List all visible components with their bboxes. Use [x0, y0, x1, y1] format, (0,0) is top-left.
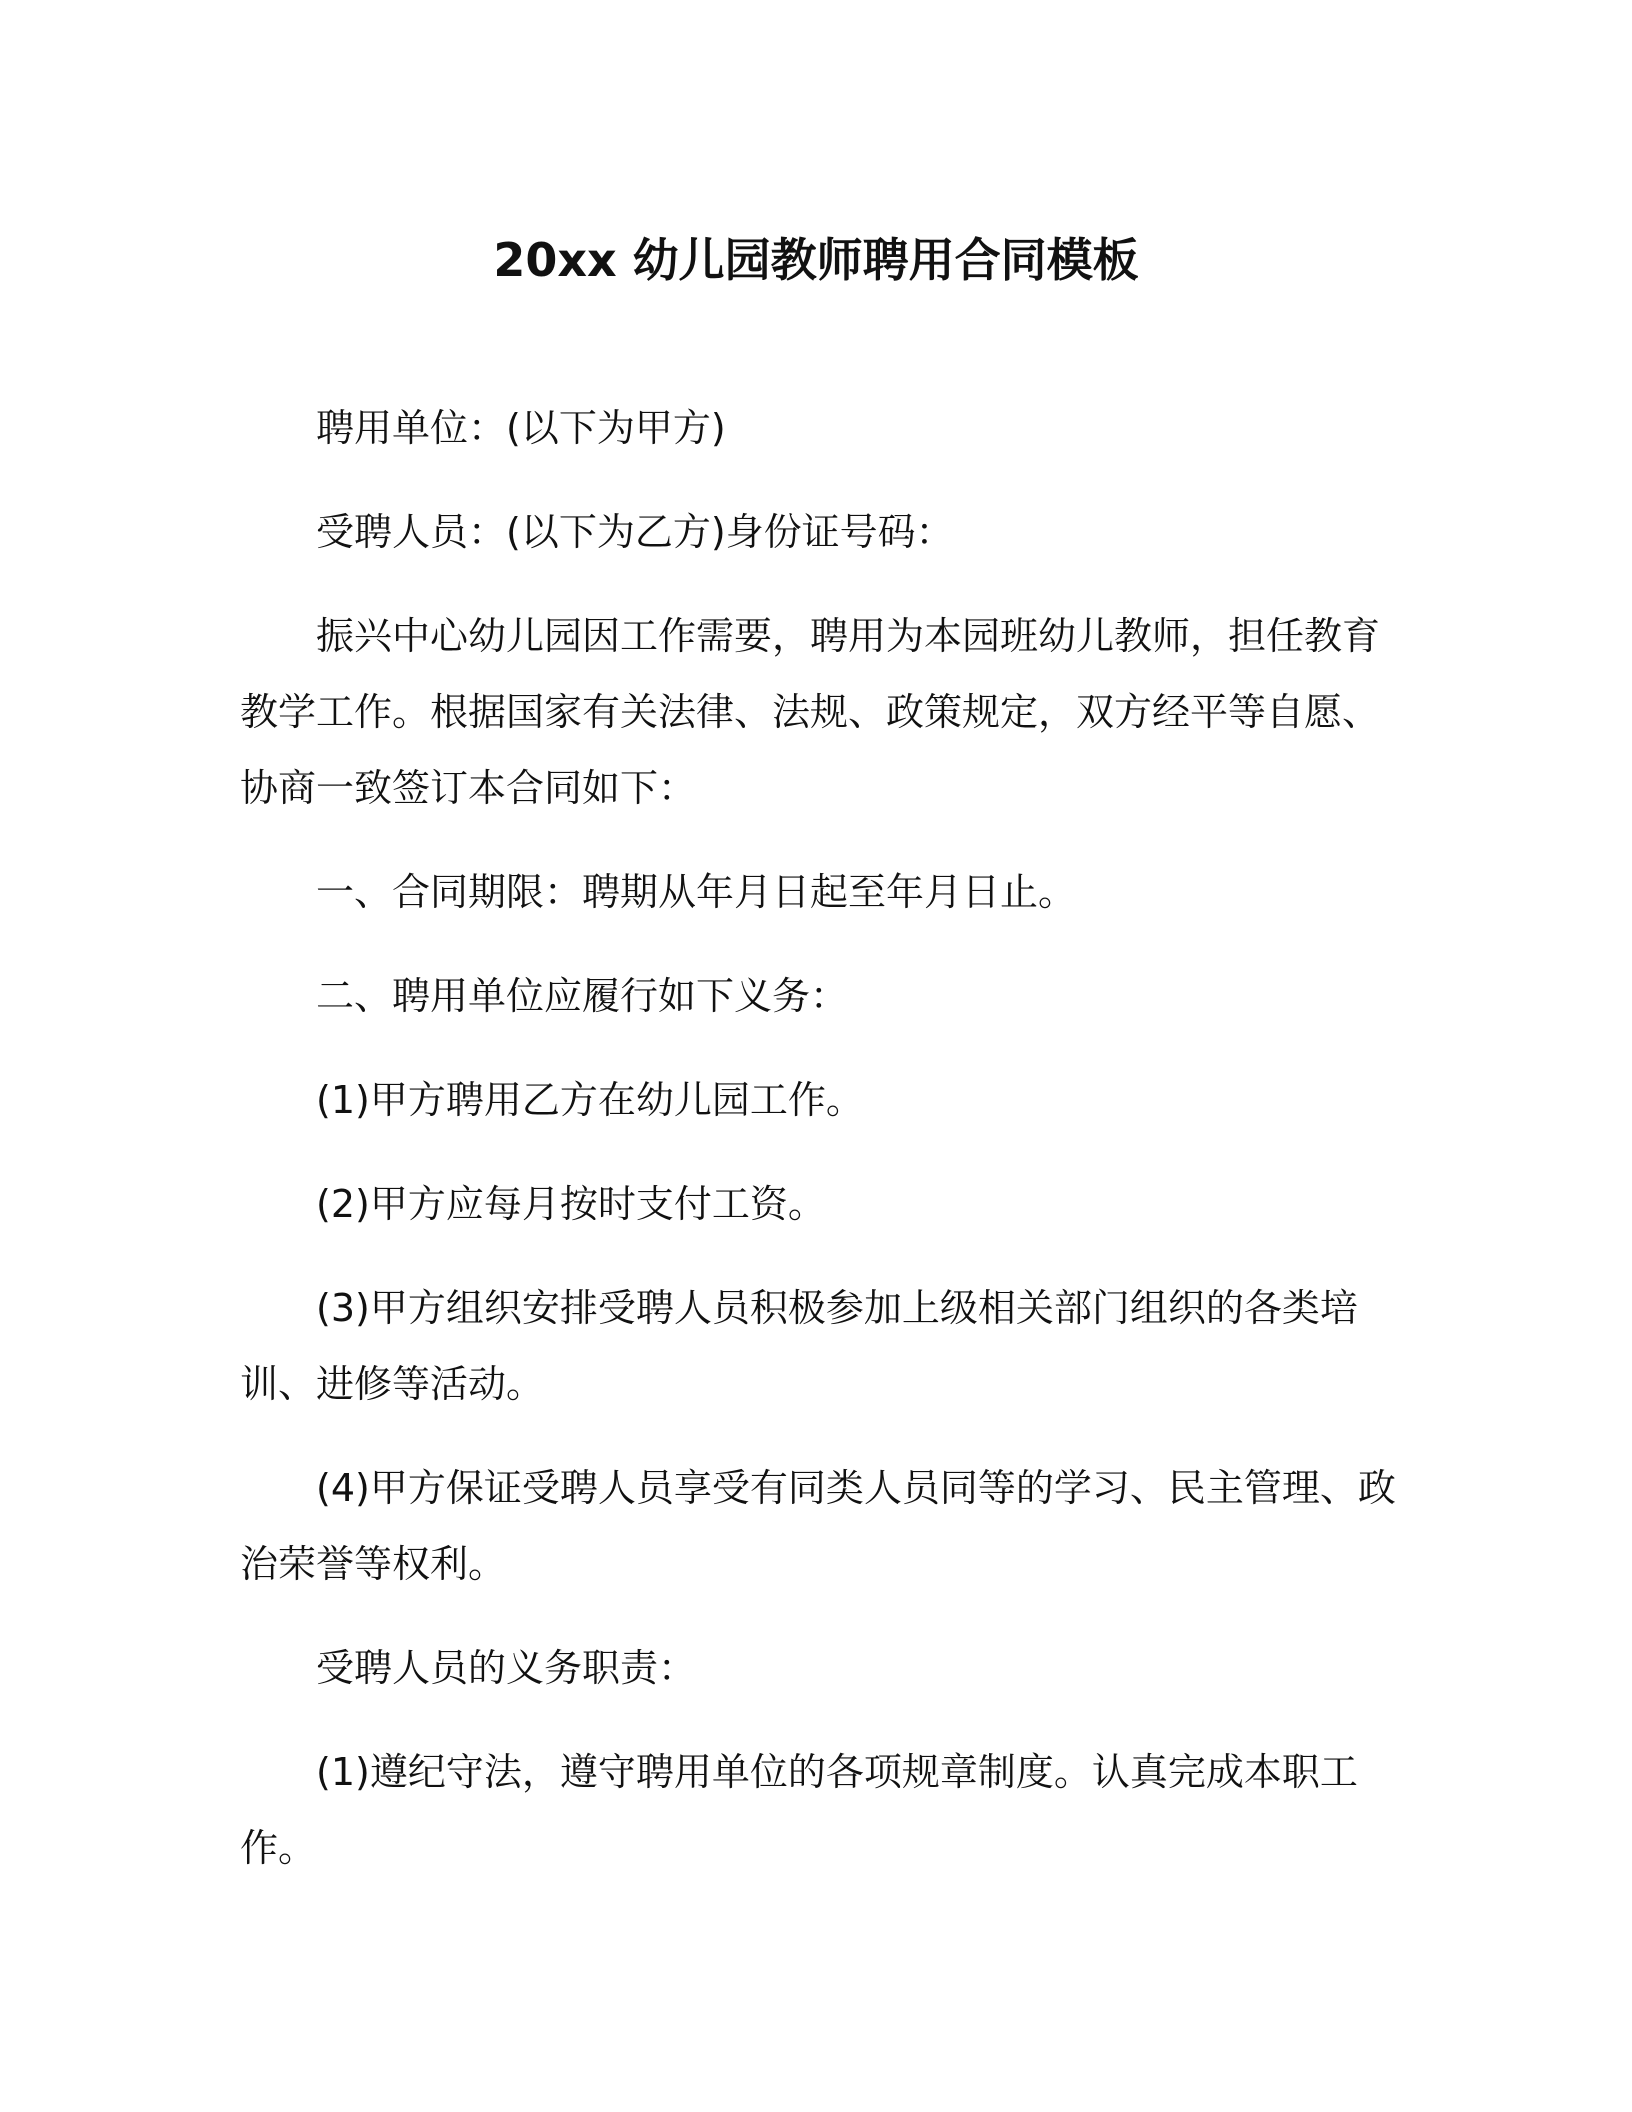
paragraph-employee: 受聘人员：(以下为乙方)身份证号码：	[316, 510, 954, 554]
paragraph-term: 一、合同期限：聘期从年月日起至年月日止。	[316, 870, 1077, 914]
paragraph-employer-duty-4: (4)甲方保证受聘人员享受有同类人员同等的学习、民主管理、政治荣誉等权利。	[240, 1466, 1396, 1586]
paragraph-employer-duty-3: (3)甲方组织安排受聘人员积极参加上级相关部门组织的各类培训、进修等活动。	[240, 1286, 1358, 1406]
paragraph-intro: 振兴中心幼儿园因工作需要，聘用为本园班幼儿教师，担任教育教学工作。根据国家有关法律、法规、政策规定，双方经平等自愿、协商一致签订本合同如下：	[240, 614, 1381, 810]
paragraph-employer-duty-2: (2)甲方应每月按时支付工资。	[316, 1182, 826, 1226]
document-body	[240, 390, 1400, 1914]
paragraph-employer-duty-1: (1)甲方聘用乙方在幼儿园工作。	[316, 1078, 864, 1122]
paragraph-employee-duty-1: (1)遵纪守法，遵守聘用单位的各项规章制度。认真完成本职工作。	[240, 1750, 1358, 1870]
paragraph-employer: 聘用单位：(以下为甲方)	[316, 406, 726, 450]
paragraph-employee-duties-heading: 受聘人员的义务职责：	[316, 1646, 697, 1690]
document-title: 20xx 幼儿园教师聘用合同模板	[493, 233, 1139, 287]
paragraph-employer-duties-heading: 二、聘用单位应履行如下义务：	[316, 974, 849, 1018]
